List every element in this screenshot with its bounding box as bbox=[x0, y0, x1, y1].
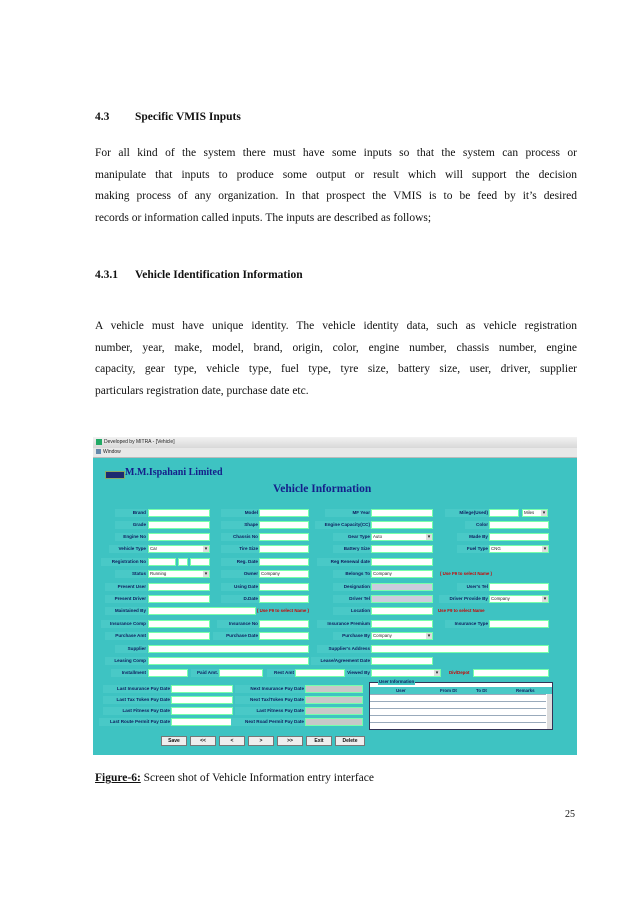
last-fitness-pay-date-right-input[interactable] bbox=[305, 707, 363, 715]
last-insurance-pay-date-input[interactable] bbox=[171, 685, 233, 693]
mileage-input[interactable] bbox=[489, 509, 519, 517]
form-title: Vehicle Information bbox=[273, 483, 372, 495]
insurance-comp-label: Insurance Comp bbox=[101, 620, 147, 628]
company-logo-icon bbox=[105, 471, 125, 479]
paragraph-1 bbox=[95, 143, 577, 229]
reg-date-input[interactable] bbox=[259, 558, 309, 566]
maintained-by-label: Maintained By bbox=[105, 607, 147, 615]
present-user-input[interactable] bbox=[148, 583, 210, 591]
company-name: M.M.Ispahani Limited bbox=[125, 467, 223, 478]
section-number: 4.3 bbox=[95, 111, 110, 123]
status-label: Status bbox=[115, 570, 147, 578]
grade-input[interactable] bbox=[148, 521, 210, 529]
user-information-title: User Information bbox=[379, 679, 415, 684]
driver-tel-input[interactable] bbox=[371, 595, 433, 603]
reg-date-label: Reg. Date bbox=[221, 558, 259, 566]
d-date-label: D.Date bbox=[221, 595, 259, 603]
previous-record-button[interactable]: < bbox=[219, 736, 245, 746]
next-insurance-pay-date-input[interactable] bbox=[305, 685, 363, 693]
next-record-button[interactable]: > bbox=[248, 736, 274, 746]
col-user: User bbox=[396, 688, 406, 693]
page-number: 25 bbox=[565, 809, 575, 820]
last-route-permit-pay-date-input[interactable] bbox=[171, 718, 233, 726]
installment-input[interactable] bbox=[148, 669, 188, 677]
battery-size-label: Battery Size bbox=[333, 545, 371, 553]
div-depot-input[interactable] bbox=[473, 669, 549, 677]
leasing-comp-input[interactable] bbox=[148, 657, 309, 665]
div-depot-label: Div/Depot bbox=[449, 670, 470, 675]
subsection-number: 4.3.1 bbox=[95, 269, 118, 281]
col-to-dt: To Dt bbox=[476, 688, 487, 693]
next-road-permit-pay-date-input[interactable] bbox=[305, 718, 363, 726]
grade-label: Grade bbox=[115, 521, 147, 529]
viewed-by-select[interactable] bbox=[371, 669, 441, 677]
made-by-input[interactable] bbox=[489, 533, 549, 541]
registration-no-input-1[interactable] bbox=[148, 558, 176, 566]
designation-input[interactable] bbox=[371, 583, 433, 591]
belongs-to-input[interactable]: Company bbox=[371, 570, 433, 578]
window-title-bar bbox=[93, 437, 577, 448]
purchase-date-label: Purchase Date bbox=[213, 632, 259, 640]
rest-amt-input[interactable] bbox=[295, 669, 345, 677]
leasing-comp-label: Leasing Comp bbox=[105, 657, 147, 665]
grid-scrollbar[interactable] bbox=[547, 694, 552, 729]
next-road-permit-pay-date-label: Next Road Permit Pay Date bbox=[231, 718, 305, 726]
paragraph-2 bbox=[95, 316, 577, 402]
battery-size-input[interactable] bbox=[371, 545, 433, 553]
next-insurance-pay-date-label: Next Insurance Pay Date bbox=[235, 685, 305, 693]
text-line: number, year, make, model, brand, origin, color, engine number, chassis number, engine bbox=[95, 341, 577, 354]
tire-size-input[interactable] bbox=[259, 545, 309, 553]
using-date-label: Using Date bbox=[221, 583, 259, 591]
brand-label: Brand bbox=[115, 509, 147, 517]
vehicle-type-label: Vehicle Type bbox=[109, 545, 147, 553]
figure-caption bbox=[95, 772, 374, 784]
text-line: For all kind of the system there must have some inputs so that the system can process or bbox=[95, 147, 577, 159]
menu-bar bbox=[93, 448, 577, 458]
color-input[interactable] bbox=[489, 521, 549, 529]
chassis-no-input[interactable] bbox=[259, 533, 309, 541]
fuel-type-label: Fuel Type bbox=[457, 545, 489, 553]
purchase-by-label: Purchase By bbox=[333, 632, 371, 640]
lease-agreement-date-label: Lease/Agreement Date bbox=[311, 657, 371, 665]
brand-input[interactable] bbox=[148, 509, 210, 517]
paid-amt-label: Paid Amt. bbox=[191, 669, 219, 677]
next-tax-token-pay-date-label: Next Tax/Token Pay Date bbox=[235, 696, 305, 704]
model-input[interactable] bbox=[259, 509, 309, 517]
window-menu-icon bbox=[96, 449, 101, 454]
status-select[interactable]: Running ▾ bbox=[148, 570, 210, 578]
owner-input[interactable]: Company bbox=[259, 570, 309, 578]
window-title: Developed by MITRA - [Vehicle] bbox=[104, 439, 175, 445]
f9-hint: ( Use F9 to select Name ) bbox=[440, 571, 492, 576]
subsection-title: Vehicle Identification Information bbox=[135, 269, 303, 281]
text-line: manipulate that inputs to produce some output or result which will support the decision bbox=[95, 168, 577, 181]
last-insurance-pay-date-label: Last Insurance Pay Date bbox=[103, 685, 171, 693]
driver-provide-by-select[interactable]: Company ▾ bbox=[489, 595, 549, 603]
last-fitness-pay-date-input[interactable] bbox=[171, 707, 233, 715]
paid-amt-input[interactable] bbox=[219, 669, 263, 677]
supplier-label: Supplier bbox=[115, 645, 147, 653]
insurance-premium-label: Insurance Premium bbox=[317, 620, 371, 628]
first-record-button[interactable]: << bbox=[190, 736, 216, 746]
text-line: A vehicle must have unique identity. The vehicle identity data, such as vehicle registration bbox=[95, 320, 577, 332]
last-tax-token-pay-date-label: Last Tax Token Pay Date bbox=[103, 696, 171, 704]
mileage-label: Milege(Used) bbox=[445, 509, 489, 517]
purchase-date-input[interactable] bbox=[259, 632, 309, 640]
purchase-amt-label: Purchase Amt bbox=[105, 632, 147, 640]
last-record-button[interactable]: >> bbox=[277, 736, 303, 746]
next-tax-token-pay-date-input[interactable] bbox=[305, 696, 363, 704]
engine-capacity-input[interactable] bbox=[371, 521, 433, 529]
viewed-by-label: Viewed By bbox=[345, 669, 371, 677]
f9-hint-location: Use F9 to select Name bbox=[438, 608, 485, 613]
maintained-by-input[interactable] bbox=[148, 607, 256, 615]
purchase-by-select[interactable]: Company ▾ bbox=[371, 632, 433, 640]
registration-no-input-3[interactable] bbox=[190, 558, 210, 566]
app-icon bbox=[96, 439, 102, 445]
installment-label: Installment bbox=[111, 669, 147, 677]
engine-no-input[interactable] bbox=[148, 533, 210, 541]
tire-size-label: Tire Size bbox=[221, 545, 259, 553]
last-route-permit-pay-date-label: Last Route Permit Pay Date bbox=[99, 718, 171, 726]
last-fitness-pay-date-right-label: Last Fitness Pay Date bbox=[235, 707, 305, 715]
save-button[interactable]: Save bbox=[161, 736, 187, 746]
user-information-panel bbox=[369, 679, 553, 730]
menu-window[interactable]: Window bbox=[103, 449, 121, 455]
location-input[interactable] bbox=[371, 607, 433, 615]
exit-button[interactable]: Exit bbox=[306, 736, 332, 746]
mileage-unit-select[interactable]: Miles ▾ bbox=[522, 509, 548, 517]
figure-label: Figure-6: bbox=[95, 772, 141, 784]
users-tel-label: User's Tel bbox=[457, 583, 489, 591]
designation-label: Designation bbox=[333, 583, 371, 591]
insurance-type-label: Insurance Type bbox=[445, 620, 489, 628]
shape-input[interactable] bbox=[259, 521, 309, 529]
purchase-amt-input[interactable] bbox=[148, 632, 210, 640]
made-by-label: Made By bbox=[457, 533, 489, 541]
grid-header bbox=[370, 687, 552, 694]
engine-capacity-label: Engine Capacity(CC) bbox=[315, 521, 371, 529]
mf-year-input[interactable] bbox=[371, 509, 433, 517]
lease-agreement-date-input[interactable] bbox=[371, 657, 433, 665]
supplier-input[interactable] bbox=[148, 645, 309, 653]
f9-hint-maintained: ( Use F9 to select Name ) bbox=[257, 608, 309, 613]
col-from-dt: From Dt bbox=[440, 688, 457, 693]
rest-amt-label: Rest Amt bbox=[267, 669, 295, 677]
delete-button[interactable]: Delete bbox=[335, 736, 365, 746]
text-line: particulars registration date, purchase date etc. bbox=[95, 384, 309, 397]
shape-label: Shape bbox=[221, 521, 259, 529]
registration-no-input-2[interactable] bbox=[178, 558, 188, 566]
insurance-comp-input[interactable] bbox=[148, 620, 210, 628]
engine-no-label: Engine No bbox=[115, 533, 147, 541]
color-label: Color bbox=[465, 521, 489, 529]
insurance-no-label: Insurance No bbox=[217, 620, 259, 628]
users-tel-input[interactable] bbox=[489, 583, 549, 591]
insurance-premium-input[interactable] bbox=[371, 620, 433, 628]
last-fitness-pay-date-label: Last Fitness Pay Date bbox=[103, 707, 171, 715]
model-label: Model bbox=[221, 509, 259, 517]
belongs-to-label: Belongs To bbox=[333, 570, 371, 578]
reg-renewal-date-label: Reg Renewal date bbox=[317, 558, 371, 566]
using-date-input[interactable] bbox=[259, 583, 309, 591]
vehicle-type-select[interactable]: Car ▾ bbox=[148, 545, 210, 553]
insurance-no-input[interactable] bbox=[259, 620, 309, 628]
present-driver-label: Present Driver bbox=[105, 595, 147, 603]
driver-tel-label: Driver Tel bbox=[333, 595, 371, 603]
col-remarks: Remarks bbox=[516, 688, 535, 693]
d-date-input[interactable] bbox=[259, 595, 309, 603]
reg-renewal-date-input[interactable] bbox=[371, 558, 433, 566]
owner-label: Owner bbox=[221, 570, 259, 578]
gear-type-select[interactable]: Auto ▾ bbox=[371, 533, 433, 541]
fuel-type-select[interactable]: CNG ▾ bbox=[489, 545, 549, 553]
location-label: Location bbox=[333, 607, 371, 615]
vehicle-information-screenshot bbox=[93, 437, 577, 755]
gear-type-label: Gear Type bbox=[333, 533, 371, 541]
figure-caption-text: Screen shot of Vehicle Information entry interface bbox=[140, 772, 374, 784]
mf-year-label: MF Year bbox=[325, 509, 371, 517]
chassis-no-label: Chassis No bbox=[221, 533, 259, 541]
text-line: making process of any organization. In that prospect the VMIS is to be feed by it’s desired bbox=[95, 190, 577, 202]
suppliers-address-input[interactable] bbox=[371, 645, 549, 653]
registration-no-label: Registration No bbox=[101, 558, 147, 566]
present-driver-input[interactable] bbox=[148, 595, 210, 603]
text-line: capacity, gear type, vehicle type, fuel type, tyre size, battery size, user, driver, supplier bbox=[95, 363, 577, 375]
insurance-type-input[interactable] bbox=[489, 620, 549, 628]
suppliers-address-label: Supplier's Address bbox=[317, 645, 371, 653]
present-user-label: Present User bbox=[105, 583, 147, 591]
driver-provide-by-label: Driver Provide By bbox=[439, 595, 489, 603]
grid-body[interactable] bbox=[370, 694, 546, 729]
text-line: records or information called inputs. The inputs are described as follows; bbox=[95, 211, 432, 224]
last-tax-token-pay-date-input[interactable] bbox=[171, 696, 233, 704]
section-title: Specific VMIS Inputs bbox=[135, 111, 241, 123]
